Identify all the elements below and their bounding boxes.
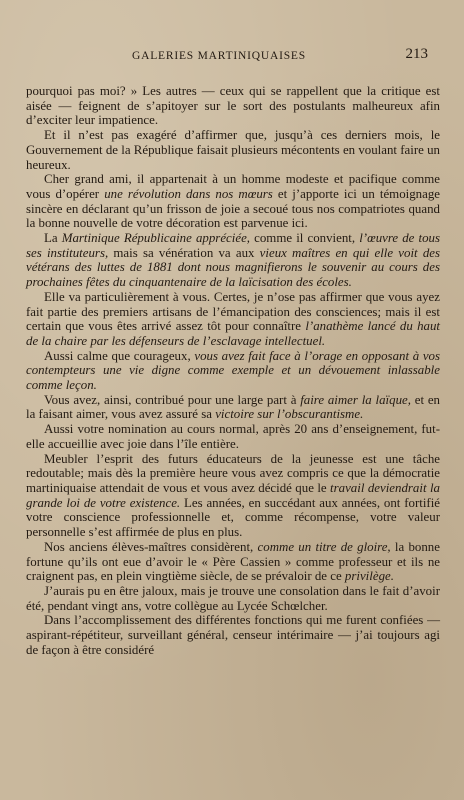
italic-text: l’œuvre de tous ses instituteurs,: [26, 231, 441, 260]
text-run: Elle va particulièrement à vous. Certes, je n’ose pas affirmer que vous ayez fait partie des premiers artisans de l’émancipation des consciences; mais il est certain que vous êtes arrivé assez tôt pour connaître: [26, 289, 440, 334]
text-run: la bonne fortune qu’ils ont eue d’avoir le « Père Cassien » comme professeur et ils ne craignent pas, en plein vingtième siècle, de se prévaloir de ce: [26, 539, 440, 584]
text-run: comme il convient,: [250, 231, 360, 246]
italic-text: Martinique Républicaine appréciée,: [61, 231, 251, 246]
paragraph: [26, 540, 440, 584]
paragraph: [26, 393, 440, 422]
italic-text: comme un titre de gloire,: [257, 539, 391, 554]
italic-text: vieux maîtres en qui elle voit des vétérans des luttes de 1881 dont nous magnifierons le souvenir au cours des prochaines fêtes du cinquantenaire de la laïcisation des écoles.: [26, 245, 441, 290]
page-number: 213: [405, 46, 428, 62]
paragraph: [26, 584, 440, 613]
italic-text: une révolution dans nos mœurs: [104, 186, 273, 201]
text-run: Les années, en succédant aux années, ont fortifié votre conscience professionnelle et, comme récompense, votre valeur personnelle s’est affirmée de plus en plus.: [26, 495, 440, 540]
running-head: GALERIES MARTINIQUAISES: [132, 50, 306, 62]
text-run: mais sa vénération va aux: [108, 245, 260, 260]
paragraph: [26, 349, 440, 393]
italic-text: victoire sur l’obscurantisme.: [215, 407, 364, 422]
text-run: et j’apporte ici un témoignage sincère en déclarant qu’un frisson de joie a secoué tous nos compatriotes quand la bonne nouvelle de votre décoration est parvenue ici.: [26, 186, 440, 231]
text-run: J’aurais pu en être jaloux, mais je trouve une consolation dans le fait d’avoir été, pendant vingt ans, votre collègue au Lycée Schœlcher.: [26, 583, 440, 613]
paragraph: [26, 290, 440, 349]
paragraph: [26, 452, 440, 540]
text-run: pourquoi pas moi? » Les autres — ceux qui se rappellent que la critique est aisée — feignent de s’apitoyer sur le sort des postulants malheureux afin d’exciter leur impatience.: [26, 84, 440, 128]
paragraph: [26, 613, 440, 657]
italic-text: privilège.: [344, 569, 394, 584]
text-run: Vous avez, ainsi, contribué pour une large part à: [44, 392, 301, 407]
text-run: Meubler l’esprit des futurs éducateurs de la jeunesse est une tâche redoutable; mais dès la première heure vous avez compris ce que la démocratie martiniquaise attendait de vous et vous avez décidé que le: [26, 451, 440, 495]
paragraph: [26, 231, 440, 290]
italic-text: l’anathème lancé du haut de la chaire par les défenseurs de l’esclavage intellectuel.: [26, 319, 440, 348]
text-run: Aussi votre nomination au cours normal, après 20 ans d’enseignement, fut-elle accueillie avec joie dans l’île entière.: [26, 422, 440, 451]
italic-text: vous avez fait face à l’orage en opposant à vos contempteurs une vie digne comme exemple et un dévouement inlassable comme leçon.: [26, 348, 441, 393]
italic-text: travail deviendrait la grande loi de votre existence.: [26, 480, 440, 510]
paragraph: [26, 422, 440, 451]
text-run: La: [44, 231, 62, 246]
paragraph: [26, 172, 440, 231]
page-header: [26, 46, 440, 64]
paragraph: [26, 84, 440, 128]
italic-text: faire aimer la laïque,: [300, 392, 411, 407]
text-run: Nos anciens élèves-maîtres considèrent,: [44, 539, 258, 554]
paragraph: [26, 128, 440, 172]
text-run: Aussi calme que courageux,: [44, 348, 195, 363]
text-run: Dans l’accomplissement des différentes fonctions qui me furent confiées — aspirant-répétiteur, surveillant général, censeur intérimaire — j’ai toujours agi de façon à être considéré: [26, 613, 440, 657]
text-run: Cher grand ami, il appartenait à un homme modeste et pacifique comme vous d’opérer: [26, 172, 440, 201]
text-run: Et il n’est pas exagéré d’affirmer que, jusqu’à ces derniers mois, le Gouvernement de la République faisait plusieurs mécontents en voulant faire un heureux.: [26, 128, 440, 172]
text-run: et en la faisant aimer, vous avez assuré sa: [26, 392, 440, 422]
body-text: [26, 84, 440, 657]
